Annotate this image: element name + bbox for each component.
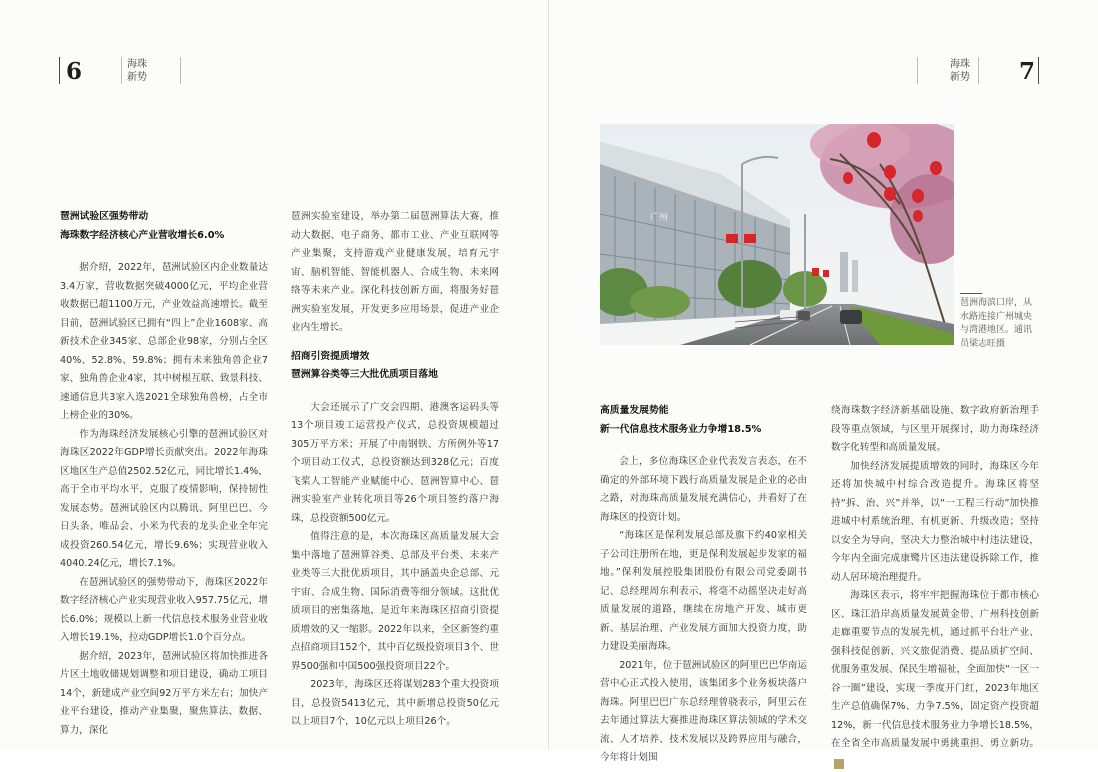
left-magazine-name xyxy=(127,58,157,84)
paragraph: 作为海珠经济发展核心引擎的琶洲试验区对海珠区2022年GDP增长贡献突出。2022年海珠区地区生产总值2502.52亿元，同比增长1.4%，高于全市平均水平，克服了疫情影响，保持韧性发展态势。琶洲试验区内以腾讯、阿里巴巴、今日头条、唯品会、小米为代表的龙头企业全年完成投资260.54亿元，增长9.6%；实现营业收入4040.24亿元，增长7.1%。 xyxy=(60,428,268,569)
section-heading-1b: 海珠数字经济核心产业营收增长6.0% xyxy=(60,229,225,241)
left-page-number: 6 xyxy=(66,58,83,85)
end-mark-icon: 珠 xyxy=(834,759,844,769)
paragraph-text: 海珠区表示，将牢牢把握海珠位于都市核心区、珠江沿岸高质量发展黄金带、广州科技创新走廊重要节点的发展先机，通过抓平台壮产业、强科技促创新、兴文旅促消费、提品质扩空间、优服务重发展、保民生增福祉，全面加快“一区一谷一圈”建设，实现一季度开门红，2023年地区生产总值确保7%、力争7.5%，固定资产投资超12%，新一代信息技术服务业力争增长18.5%，在全省全市高质量发展中勇挑重担、勇立新功。 xyxy=(831,590,1039,749)
right-header-rule xyxy=(1038,57,1039,84)
right-magazine-name xyxy=(950,58,980,84)
paragraph: 会上，多位海珠区企业代表发言表态，在不确定的外部环境下践行高质量发展是企业的必由之路，对海珠高质量发展充满信心，并看好了在海珠区的投资计划。 xyxy=(600,456,807,523)
right-column-2 xyxy=(831,402,1039,772)
section-heading-3a: 高质量发展势能 xyxy=(600,405,669,416)
right-header-divider xyxy=(917,57,918,84)
left-header-divider-2 xyxy=(180,57,181,84)
paragraph: “海珠区是保利发展总部及旗下约40家相关子公司注册所在地，更是保利发展起步发家的福地。”保利发展控股集团股份有限公司党委副书记、总经理周东利表示，将毫不动摇坚决走好高质量发展的道路，继续在房地产开发、城市更新、基层治理、产业发展方面加大投资力度，助力建设美丽海珠。 xyxy=(600,530,807,652)
page-spine xyxy=(548,0,549,750)
left-header-divider xyxy=(121,57,122,84)
right-magazine-line1: 海珠 xyxy=(950,59,970,70)
paragraph: 2023年，海珠区还将谋划283个重大投资项目，总投资5413亿元，其中新增总投资50亿元以上项目7个，10亿元以上项目26个。 xyxy=(291,679,499,727)
left-column-2 xyxy=(291,208,499,732)
street-photo xyxy=(600,124,954,345)
caption-rule xyxy=(960,293,982,294)
right-header-divider-2 xyxy=(978,57,979,84)
left-magazine-line1: 海珠 xyxy=(127,59,147,70)
paragraph: 大会还展示了广交会四期、港澳客运码头等13个项目竣工运营投产仪式，总投资规模超过305万平方米；开展了中南钢铁、方所例外等17个项目动工仪式，总投资额达到328亿元；百度飞桨人工智能产业赋能中心、琶洲智算中心、琶洲实验室产业转化项目等26个项目签约落户海珠，总投资额500亿元。 xyxy=(291,401,499,524)
svg-text:广州: 广州 xyxy=(650,213,669,223)
paragraph: 加快经济发展提质增效的同时，海珠区今年还将加快城中村综合改造提升。海珠区将坚持“拆、治、兴”并举，以“一工程三行动”加快推进城中村系统治理、有机更新、升级改造；坚持以安全为导向，坚决大力整治城中村违法建设，今年内全面完成康鹭片区违法建设拆除工作，推动人居环境治理提升。 xyxy=(831,460,1039,583)
paragraph: 值得注意的是，本次海珠区高质量发展大会集中落地了琶洲算谷类、总部及平台类、未来产业类等三大批优质项目，其中涵盖央企总部、元宇宙、合成生物、国际消费等细分领域。这批优质项目的密集落地，是近年来海珠区招商引资提质增效的又一缩影。2022年以来，全区新签约重点招商项目152个，其中百亿级投资项目3个、世界500强和中国500强投资项目22个。 xyxy=(291,531,499,672)
paragraph: 2021年，位于琶洲试验区的阿里巴巴华南运营中心正式投入使用，该集团多个业务板块落户海珠。阿里巴巴广东总经理曾骁表示，阿里云在去年通过算法大赛推进海珠区算法领域的学术交流、人才培养、技术发展以及跨界应用与融合，今年将计划围 xyxy=(600,659,807,763)
paragraph-continued: 琶洲实验室建设，举办第二届琶洲算法大赛，推动大数据、电子商务、都市工业、产业互联网等产业集聚，支持游戏产业健康发展，培育元宇宙、脑机智能、智能机器人、合成生物、未来网络等未来产业。深化科技创新方面，将服务好琶洲实验室发展，开发更多应用场景，促进产业企业内生增长。 xyxy=(291,211,499,333)
right-magazine-line2: 新势 xyxy=(950,72,970,83)
section-heading-1a: 琶洲试验区强势带动 xyxy=(60,211,149,222)
paragraph xyxy=(831,587,1039,772)
left-header-rule xyxy=(59,57,60,84)
section-heading-2a: 招商引资提质增效 xyxy=(291,350,370,362)
photo-caption: 琶洲海滨口岸，从水路连接广州城央与湾港地区。通讯员梁志旺摄 xyxy=(960,298,1033,349)
section-heading-2b: 琶洲算谷类等三大批优质项目落地 xyxy=(291,369,438,380)
left-column-1 xyxy=(60,208,268,740)
paragraph: 在琶洲试验区的强势带动下，海珠区2022年数字经济核心产业实现营业收入957.75亿元，增长6.0%；规模以上新一代信息技术服务业营业收入增长19.1%，拉动GDP增长1.0个百分点。 xyxy=(60,576,268,643)
left-magazine-line2: 新势 xyxy=(127,72,147,83)
right-page-number: 7 xyxy=(1019,58,1036,85)
paragraph: 据介绍，2022年，琶洲试验区内企业数量达3.4万家，营收数据突破4000亿元，平均企业营收数据已超1100万元，产业效益高速增长。截至目前，琶洲试验区已拥有“四上”企业1608家、高新技术企业345家、总部企业98家，分别占全区40%、52.8%、59.8%；拥有未来独角兽企业7家、独角兽企业4家，其中树根互联、致景科技、速通信息共3家入选2021全球独角兽榜，占全市上榜企业的30%。 xyxy=(60,262,268,421)
section-heading-3b: 新一代信息技术服务业力争增18.5% xyxy=(600,423,762,435)
right-column-1 xyxy=(600,402,807,768)
paragraph: 据介绍，2023年，琶洲试验区将加快推进各片区土地收储规划调整和项目建设，确动工项目14个，新建成产业空间92万平方米左右；加快产业平台建设，推动产业集聚，聚焦算法、数据、算力，深化 xyxy=(60,650,268,736)
street-scene-illustration xyxy=(600,124,954,345)
paragraph-continued: 绕海珠数字经济新基础设施、数字政府新治理手段等重点领域，与区里开展探讨，助力海珠经济数字化转型和高质量发展。 xyxy=(831,405,1039,453)
